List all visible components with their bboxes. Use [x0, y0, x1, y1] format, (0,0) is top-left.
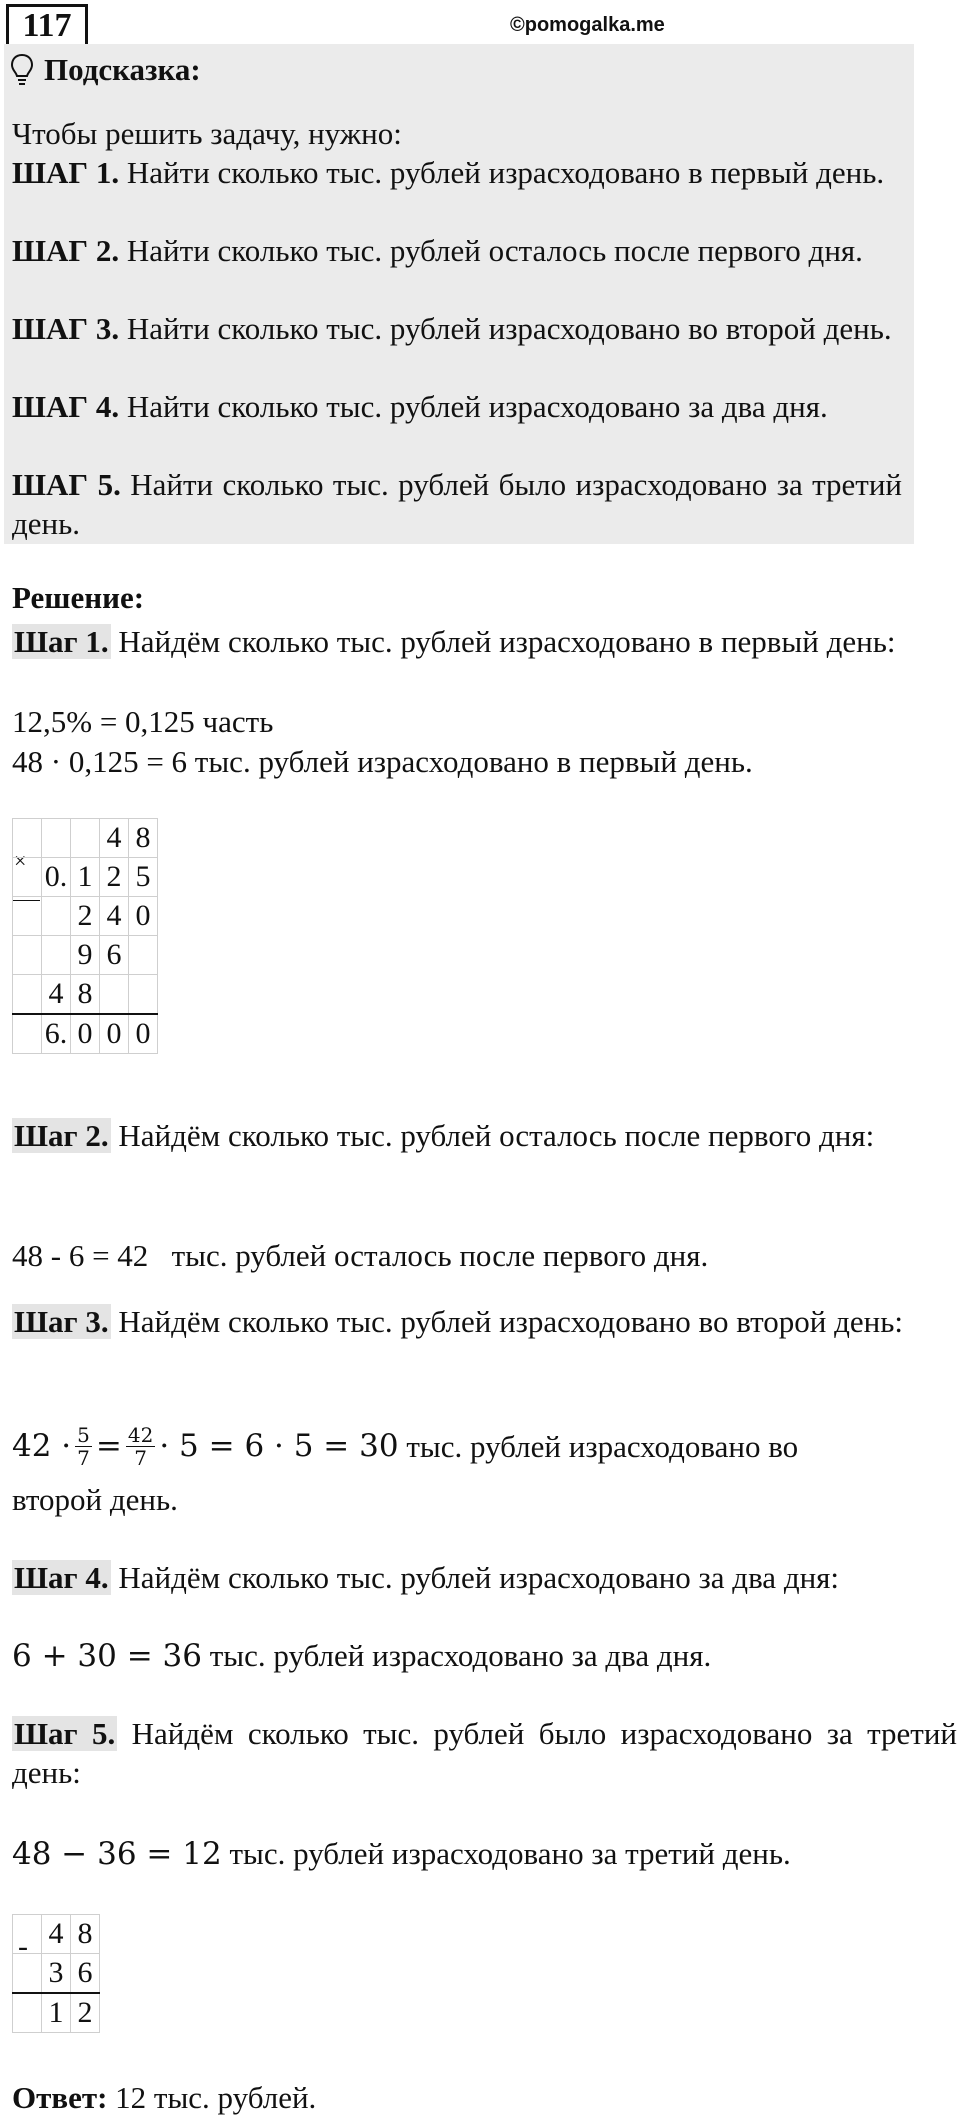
step2-result: тыс. рублей осталось после первого дня. — [171, 1238, 709, 1273]
digit-cell: 3 — [42, 1954, 71, 1994]
solution-step-1 — [12, 622, 957, 661]
step2-calc-line — [12, 1236, 708, 1275]
step2-calc: 48 - 6 = 42 — [12, 1238, 149, 1273]
digit-cell: 1 — [71, 858, 100, 897]
step5-calc-line — [12, 1834, 791, 1874]
digit-cell — [42, 897, 71, 936]
fraction-denominator: 7 — [77, 1445, 90, 1470]
table-row — [13, 1915, 100, 1954]
fraction-denominator: 7 — [134, 1445, 147, 1470]
table-row — [13, 897, 158, 936]
table-row — [13, 1954, 100, 1994]
step4-calc: 6 + 30 = 36 — [12, 1638, 202, 1674]
step1-percent-line: 12,5% = 0,125 часть — [12, 704, 274, 739]
digit-cell: 0 — [100, 1014, 129, 1054]
table-row — [13, 1993, 100, 2033]
hint-step-text: Найти сколько тыс. рублей было израсходовано за третий день. — [12, 467, 903, 541]
step5-calc: 48 − 36 = 12 — [12, 1836, 222, 1872]
hint-step-4 — [12, 387, 902, 426]
task-number: 117 — [6, 4, 88, 48]
digit-cell: 6. — [42, 1014, 71, 1054]
step4-result: тыс. рублей израсходовано за два дня. — [209, 1638, 712, 1673]
digit-cell: 8 — [71, 975, 100, 1015]
multiply-sign: × — [14, 848, 27, 873]
step3-result-b: второй день. — [12, 1482, 178, 1517]
step-text: Найдём сколько тыс. рублей израсходовано в первый день: — [118, 624, 896, 659]
minus-sign: - — [18, 1930, 28, 1963]
step-label: Шаг 5. — [14, 1716, 116, 1751]
step4-calc-line — [12, 1636, 711, 1676]
step1-product-line: 48 · 0,125 = 6 тыс. рублей израсходовано в первый день. — [12, 744, 753, 779]
step-label: Шаг 4. — [14, 1560, 109, 1595]
table-row — [13, 936, 158, 975]
digit-cell: 4 — [100, 819, 129, 858]
digit-cell: 8 — [129, 819, 158, 858]
digit-cell — [100, 975, 129, 1015]
digit-cell: 5 — [129, 858, 158, 897]
answer-text: 12 тыс. рублей. — [115, 2080, 317, 2115]
watermark: ©pomogalka.me — [510, 14, 665, 36]
digit-cell: 2 — [71, 897, 100, 936]
step3-calc-line — [12, 1418, 798, 1474]
hint-step-label: ШАГ 1. — [12, 155, 120, 190]
step3-result-a: тыс. рублей израсходовано во — [406, 1428, 799, 1464]
hint-step-text: Найти сколько тыс. рублей израсходовано во второй день. — [126, 311, 892, 346]
hint-step-text: Найти сколько тыс. рублей израсходовано в первый день. — [126, 155, 885, 190]
hint-step-label: ШАГ 5. — [12, 467, 121, 502]
digit-cell: 8 — [71, 1915, 100, 1954]
hint-step-label: ШАГ 3. — [12, 311, 120, 346]
digit-cell: 0. — [42, 858, 71, 897]
digit-cell: 0 — [129, 1014, 158, 1054]
solution-step-5 — [12, 1714, 957, 1792]
fraction — [75, 1424, 92, 1469]
hint-step-label: ШАГ 4. — [12, 389, 120, 424]
hint-step-3 — [12, 309, 902, 348]
solution-title: Решение: — [12, 580, 145, 615]
fraction-numerator: 5 — [77, 1422, 90, 1447]
fraction — [126, 1424, 155, 1469]
hint-step-text: Найти сколько тыс. рублей израсходовано за два дня. — [126, 389, 828, 424]
hint-step-text: Найти сколько тыс. рублей осталось после первого дня. — [126, 233, 863, 268]
table-row — [13, 1014, 158, 1054]
hint-step-5 — [12, 465, 902, 543]
digit-cell: 2 — [100, 858, 129, 897]
hint-step-2 — [12, 231, 902, 270]
step3-calc-a: 42 · — [12, 1427, 72, 1464]
subtraction-table — [12, 1914, 100, 2033]
hint-step-label: ШАГ 2. — [12, 233, 120, 268]
hint-title — [10, 52, 201, 88]
table-row — [13, 975, 158, 1015]
answer-label: Ответ: — [12, 2080, 108, 2115]
digit-cell: 6 — [100, 936, 129, 975]
digit-cell: 4 — [42, 975, 71, 1015]
digit-cell: 9 — [71, 936, 100, 975]
digit-cell: 1 — [42, 1993, 71, 2033]
solution-step-4 — [12, 1558, 839, 1597]
fraction-numerator: 42 — [127, 1422, 154, 1447]
digit-cell — [129, 975, 158, 1015]
digit-cell — [71, 819, 100, 858]
lightbulb-icon — [10, 53, 34, 87]
digit-cell: 6 — [71, 1954, 100, 1994]
hint-title-text: Подсказка: — [44, 52, 201, 87]
step-label: Шаг 2. — [14, 1118, 109, 1153]
digit-cell — [42, 936, 71, 975]
digit-cell — [42, 819, 71, 858]
step-text: Найдём сколько тыс. рублей израсходовано во второй день: — [118, 1304, 903, 1339]
digit-cell — [129, 936, 158, 975]
table-row — [13, 819, 158, 858]
digit-cell: 4 — [42, 1915, 71, 1954]
multiplication-table — [12, 818, 158, 1054]
step5-result: тыс. рублей израсходовано за третий день. — [229, 1836, 791, 1871]
step3-calc-b: = — [95, 1427, 122, 1464]
digit-cell: 2 — [71, 1993, 100, 2033]
step-label: Шаг 3. — [14, 1304, 109, 1339]
step3-calc-c: · 5 = 6 · 5 = 30 — [159, 1427, 399, 1464]
digit-cell: 4 — [100, 897, 129, 936]
digit-cell: 0 — [71, 1014, 100, 1054]
digit-cell: 0 — [129, 897, 158, 936]
solution-step-2 — [12, 1116, 957, 1155]
hint-intro: Чтобы решить задачу, нужно: — [12, 116, 402, 151]
hint-step-1 — [12, 153, 902, 192]
step-text: Найдём сколько тыс. рублей было израсходовано за третий день: — [12, 1716, 957, 1790]
solution-step-3 — [12, 1302, 957, 1341]
step-label: Шаг 1. — [14, 624, 109, 659]
table-row — [13, 858, 158, 897]
step-text: Найдём сколько тыс. рублей израсходовано за два дня: — [118, 1560, 840, 1595]
answer — [12, 2080, 316, 2116]
step-text: Найдём сколько тыс. рублей осталось после первого дня: — [118, 1118, 875, 1153]
